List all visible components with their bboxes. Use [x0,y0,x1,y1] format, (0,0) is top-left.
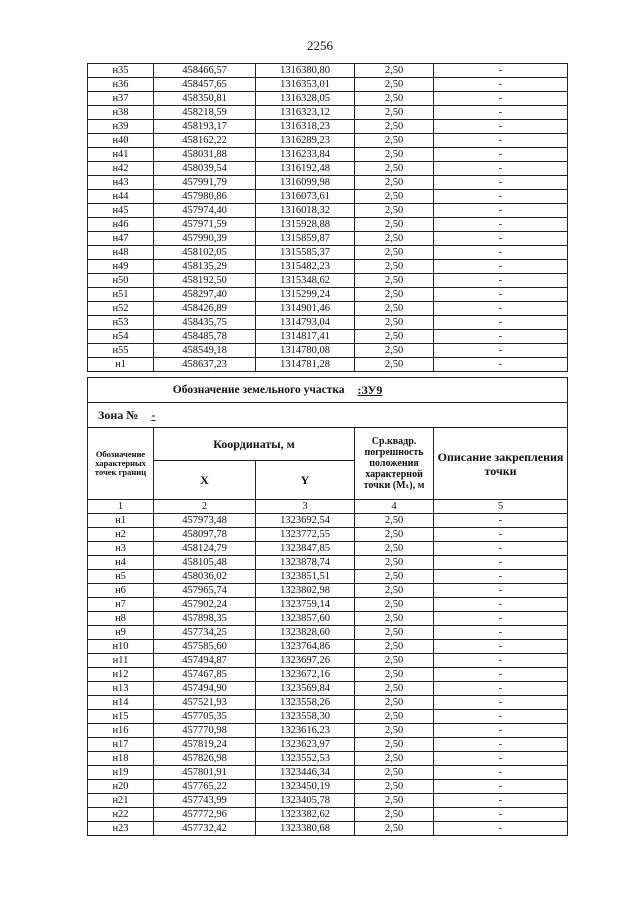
x-coordinate: 458036,02 [154,570,256,584]
point-id: н4 [88,556,154,570]
description-value: - [434,190,568,204]
error-value: 2,50 [355,654,434,668]
col-number-1: 1 [88,500,154,514]
point-id: н7 [88,598,154,612]
plot-code: :ЗУ9 [355,378,568,403]
table-row [88,218,568,232]
description-value: - [434,556,568,570]
table-row [88,330,568,344]
y-coordinate: 1323802,98 [256,584,355,598]
error-value: 2,50 [355,134,434,148]
table-row [88,528,568,542]
error-value: 2,50 [355,120,434,134]
description-value: - [434,176,568,190]
description-value: - [434,330,568,344]
x-coordinate: 457770,98 [154,724,256,738]
x-coordinate: 457973,48 [154,514,256,528]
point-id: н37 [88,92,154,106]
error-value: 2,50 [355,204,434,218]
point-id: н23 [88,822,154,836]
header-description: Описание закрепления точки [434,428,568,500]
error-value: 2,50 [355,232,434,246]
description-value: - [434,528,568,542]
error-value: 2,50 [355,176,434,190]
x-coordinate: 457801,91 [154,766,256,780]
description-value: - [434,570,568,584]
table-row [88,302,568,316]
description-value: - [434,344,568,358]
error-value: 2,50 [355,542,434,556]
y-coordinate: 1323558,26 [256,696,355,710]
x-coordinate: 458485,78 [154,330,256,344]
description-value: - [434,738,568,752]
table-row [88,316,568,330]
error-value: 2,50 [355,64,434,78]
y-coordinate: 1315348,62 [256,274,355,288]
description-value: - [434,232,568,246]
x-coordinate: 458435,75 [154,316,256,330]
error-value: 2,50 [355,570,434,584]
point-id: н1 [88,358,154,372]
x-coordinate: 457974,40 [154,204,256,218]
description-value: - [434,92,568,106]
point-id: н10 [88,640,154,654]
description-value: - [434,808,568,822]
point-id: н40 [88,134,154,148]
y-coordinate: 1323857,60 [256,612,355,626]
point-id: н15 [88,710,154,724]
description-value: - [434,682,568,696]
description-value: - [434,710,568,724]
y-coordinate: 1323851,51 [256,570,355,584]
description-value: - [434,260,568,274]
error-value: 2,50 [355,148,434,162]
zone-label: Зона № [98,408,139,422]
table-row [88,766,568,780]
y-coordinate: 1323772,55 [256,528,355,542]
description-value: - [434,274,568,288]
point-id: н46 [88,218,154,232]
table-row [88,190,568,204]
x-coordinate: 458097,78 [154,528,256,542]
x-coordinate: 457819,24 [154,738,256,752]
x-coordinate: 457902,24 [154,598,256,612]
description-value: - [434,204,568,218]
point-id: н45 [88,204,154,218]
x-coordinate: 457980,86 [154,190,256,204]
y-coordinate: 1323692,54 [256,514,355,528]
description-value: - [434,302,568,316]
description-value: - [434,542,568,556]
description-value: - [434,358,568,372]
error-value: 2,50 [355,218,434,232]
point-id: н3 [88,542,154,556]
error-value: 2,50 [355,682,434,696]
x-coordinate: 457990,39 [154,232,256,246]
point-id: н22 [88,808,154,822]
point-id: н39 [88,120,154,134]
column-number-row [88,500,568,514]
y-coordinate: 1316353,01 [256,78,355,92]
table-row [88,612,568,626]
plot-label: Обозначение земельного участка [88,378,355,403]
y-coordinate: 1323450,19 [256,780,355,794]
table-row [88,176,568,190]
description-value: - [434,780,568,794]
point-id: н20 [88,780,154,794]
error-value: 2,50 [355,274,434,288]
y-coordinate: 1323558,30 [256,710,355,724]
description-value: - [434,822,568,836]
error-value: 2,50 [355,288,434,302]
y-coordinate: 1316233,84 [256,148,355,162]
y-coordinate: 1314901,46 [256,302,355,316]
table-row [88,570,568,584]
point-id: н13 [88,682,154,696]
error-value: 2,50 [355,822,434,836]
error-value: 2,50 [355,260,434,274]
x-coordinate: 458031,88 [154,148,256,162]
header-point-designation: Обозначение характерных точек границ [88,428,154,500]
table-row [88,640,568,654]
point-id: н19 [88,766,154,780]
error-value: 2,50 [355,358,434,372]
error-value: 2,50 [355,780,434,794]
point-id: н9 [88,626,154,640]
y-coordinate: 1323697,26 [256,654,355,668]
description-value: - [434,218,568,232]
col-number-3: 3 [256,500,355,514]
point-id: н12 [88,668,154,682]
table-row [88,260,568,274]
zone-value: - [151,408,156,422]
table-row [88,668,568,682]
table-row [88,822,568,836]
y-coordinate: 1323847,85 [256,542,355,556]
y-coordinate: 1323878,74 [256,556,355,570]
table-row [88,556,568,570]
error-value: 2,50 [355,724,434,738]
point-id: н18 [88,752,154,766]
point-id: н21 [88,794,154,808]
x-coordinate: 458637,23 [154,358,256,372]
error-value: 2,50 [355,190,434,204]
table-row [88,288,568,302]
y-coordinate: 1315482,23 [256,260,355,274]
point-id: н36 [88,78,154,92]
error-value: 2,50 [355,514,434,528]
error-value: 2,50 [355,302,434,316]
y-coordinate: 1323382,62 [256,808,355,822]
x-coordinate: 458192,50 [154,274,256,288]
table-row [88,134,568,148]
y-coordinate: 1323828,60 [256,626,355,640]
col-number-2: 2 [154,500,256,514]
error-value: 2,50 [355,246,434,260]
header-y: Y [256,461,355,500]
point-id: н17 [88,738,154,752]
error-value: 2,50 [355,106,434,120]
x-coordinate: 457965,74 [154,584,256,598]
x-coordinate: 458297,40 [154,288,256,302]
table-row [88,204,568,218]
plot-row [88,378,568,403]
table-row [88,542,568,556]
description-value: - [434,626,568,640]
x-coordinate: 458102,05 [154,246,256,260]
zone-row [88,403,568,428]
table-row [88,246,568,260]
y-coordinate: 1316318,23 [256,120,355,134]
description-value: - [434,134,568,148]
table-row [88,724,568,738]
y-coordinate: 1323759,14 [256,598,355,612]
y-coordinate: 1316073,61 [256,190,355,204]
table-row [88,162,568,176]
y-coordinate: 1315928,88 [256,218,355,232]
table-row [88,274,568,288]
y-coordinate: 1323672,16 [256,668,355,682]
table-row [88,514,568,528]
point-id: н6 [88,584,154,598]
point-id: н35 [88,64,154,78]
description-value: - [434,612,568,626]
x-coordinate: 458162,22 [154,134,256,148]
x-coordinate: 457494,87 [154,654,256,668]
x-coordinate: 457705,35 [154,710,256,724]
x-coordinate: 457734,25 [154,626,256,640]
point-id: н43 [88,176,154,190]
error-value: 2,50 [355,162,434,176]
description-value: - [434,696,568,710]
table-row [88,92,568,106]
error-value: 2,50 [355,738,434,752]
error-value: 2,50 [355,92,434,106]
table-row [88,584,568,598]
y-coordinate: 1314780,08 [256,344,355,358]
x-coordinate: 458457,65 [154,78,256,92]
table-row [88,120,568,134]
table-row [88,598,568,612]
x-coordinate: 458105,48 [154,556,256,570]
description-value: - [434,654,568,668]
point-id: н11 [88,654,154,668]
header-x: X [154,461,256,500]
x-coordinate: 457991,79 [154,176,256,190]
point-id: н1 [88,514,154,528]
error-value: 2,50 [355,556,434,570]
y-coordinate: 1316192,48 [256,162,355,176]
header-coordinates: Координаты, м [154,428,355,461]
description-value: - [434,162,568,176]
point-id: н42 [88,162,154,176]
description-value: - [434,640,568,654]
table-row [88,794,568,808]
x-coordinate: 458549,18 [154,344,256,358]
error-value: 2,50 [355,78,434,92]
description-value: - [434,584,568,598]
y-coordinate: 1314793,04 [256,316,355,330]
description-value: - [434,668,568,682]
y-coordinate: 1315299,24 [256,288,355,302]
header-error: Ср.квадр. погрешность положения характерной точки (Mₜ), м [355,428,434,500]
x-coordinate: 457743,99 [154,794,256,808]
table-bottom-body [88,514,568,836]
point-id: н16 [88,724,154,738]
x-coordinate: 458466,57 [154,64,256,78]
table-row [88,344,568,358]
point-id: н53 [88,316,154,330]
y-coordinate: 1323764,86 [256,640,355,654]
point-id: н54 [88,330,154,344]
description-value: - [434,288,568,302]
x-coordinate: 457521,93 [154,696,256,710]
table-row [88,148,568,162]
y-coordinate: 1316323,12 [256,106,355,120]
x-coordinate: 457898,35 [154,612,256,626]
table-row [88,696,568,710]
error-value: 2,50 [355,344,434,358]
description-value: - [434,598,568,612]
point-id: н5 [88,570,154,584]
error-value: 2,50 [355,794,434,808]
table-row [88,654,568,668]
y-coordinate: 1316289,23 [256,134,355,148]
point-id: н44 [88,190,154,204]
x-coordinate: 458135,29 [154,260,256,274]
point-id: н55 [88,344,154,358]
description-value: - [434,752,568,766]
error-value: 2,50 [355,584,434,598]
point-id: н38 [88,106,154,120]
y-coordinate: 1314817,41 [256,330,355,344]
x-coordinate: 457826,98 [154,752,256,766]
y-coordinate: 1323623,97 [256,738,355,752]
error-value: 2,50 [355,528,434,542]
x-coordinate: 457467,85 [154,668,256,682]
x-coordinate: 458039,54 [154,162,256,176]
table-row [88,808,568,822]
table-row [88,232,568,246]
point-id: н2 [88,528,154,542]
error-value: 2,50 [355,330,434,344]
error-value: 2,50 [355,626,434,640]
table-row [88,106,568,120]
y-coordinate: 1323569,84 [256,682,355,696]
description-value: - [434,316,568,330]
point-id: н47 [88,232,154,246]
table-top-body [88,64,568,372]
y-coordinate: 1316099,98 [256,176,355,190]
description-value: - [434,78,568,92]
point-id: н50 [88,274,154,288]
y-coordinate: 1316328,05 [256,92,355,106]
y-coordinate: 1316018,32 [256,204,355,218]
x-coordinate: 457772,96 [154,808,256,822]
x-coordinate: 457765,22 [154,780,256,794]
x-coordinate: 457732,42 [154,822,256,836]
point-id: н48 [88,246,154,260]
x-coordinate: 457494,90 [154,682,256,696]
y-coordinate: 1323446,34 [256,766,355,780]
description-value: - [434,514,568,528]
error-value: 2,50 [355,316,434,330]
table-row [88,64,568,78]
x-coordinate: 458124,79 [154,542,256,556]
error-value: 2,50 [355,668,434,682]
table-row [88,358,568,372]
coordinates-table-bottom [87,377,568,836]
y-coordinate: 1323380,68 [256,822,355,836]
table-row [88,738,568,752]
table-row [88,752,568,766]
point-id: н52 [88,302,154,316]
x-coordinate: 457971,59 [154,218,256,232]
table-row [88,78,568,92]
x-coordinate: 458218,59 [154,106,256,120]
col-number-5: 5 [434,500,568,514]
zone-cell [88,403,568,428]
error-value: 2,50 [355,598,434,612]
x-coordinate: 458350,81 [154,92,256,106]
description-value: - [434,794,568,808]
x-coordinate: 458426,89 [154,302,256,316]
x-coordinate: 458193,17 [154,120,256,134]
error-value: 2,50 [355,808,434,822]
point-id: н49 [88,260,154,274]
col-number-4: 4 [355,500,434,514]
y-coordinate: 1323552,53 [256,752,355,766]
description-value: - [434,120,568,134]
error-value: 2,50 [355,766,434,780]
table-row [88,710,568,724]
coordinates-table-top [87,63,568,372]
y-coordinate: 1323616,23 [256,724,355,738]
table-row [88,682,568,696]
point-id: н8 [88,612,154,626]
error-value: 2,50 [355,752,434,766]
description-value: - [434,246,568,260]
error-value: 2,50 [355,640,434,654]
description-value: - [434,64,568,78]
description-value: - [434,724,568,738]
y-coordinate: 1315585,37 [256,246,355,260]
table-row [88,626,568,640]
table-row [88,780,568,794]
y-coordinate: 1316380,80 [256,64,355,78]
header-row-1 [88,428,568,461]
y-coordinate: 1314781,28 [256,358,355,372]
point-id: н14 [88,696,154,710]
description-value: - [434,148,568,162]
point-id: н51 [88,288,154,302]
error-value: 2,50 [355,612,434,626]
error-value: 2,50 [355,696,434,710]
point-id: н41 [88,148,154,162]
y-coordinate: 1323405,78 [256,794,355,808]
description-value: - [434,766,568,780]
description-value: - [434,106,568,120]
y-coordinate: 1315859,87 [256,232,355,246]
x-coordinate: 457585,60 [154,640,256,654]
page-number: 2256 [307,38,333,53]
error-value: 2,50 [355,710,434,724]
